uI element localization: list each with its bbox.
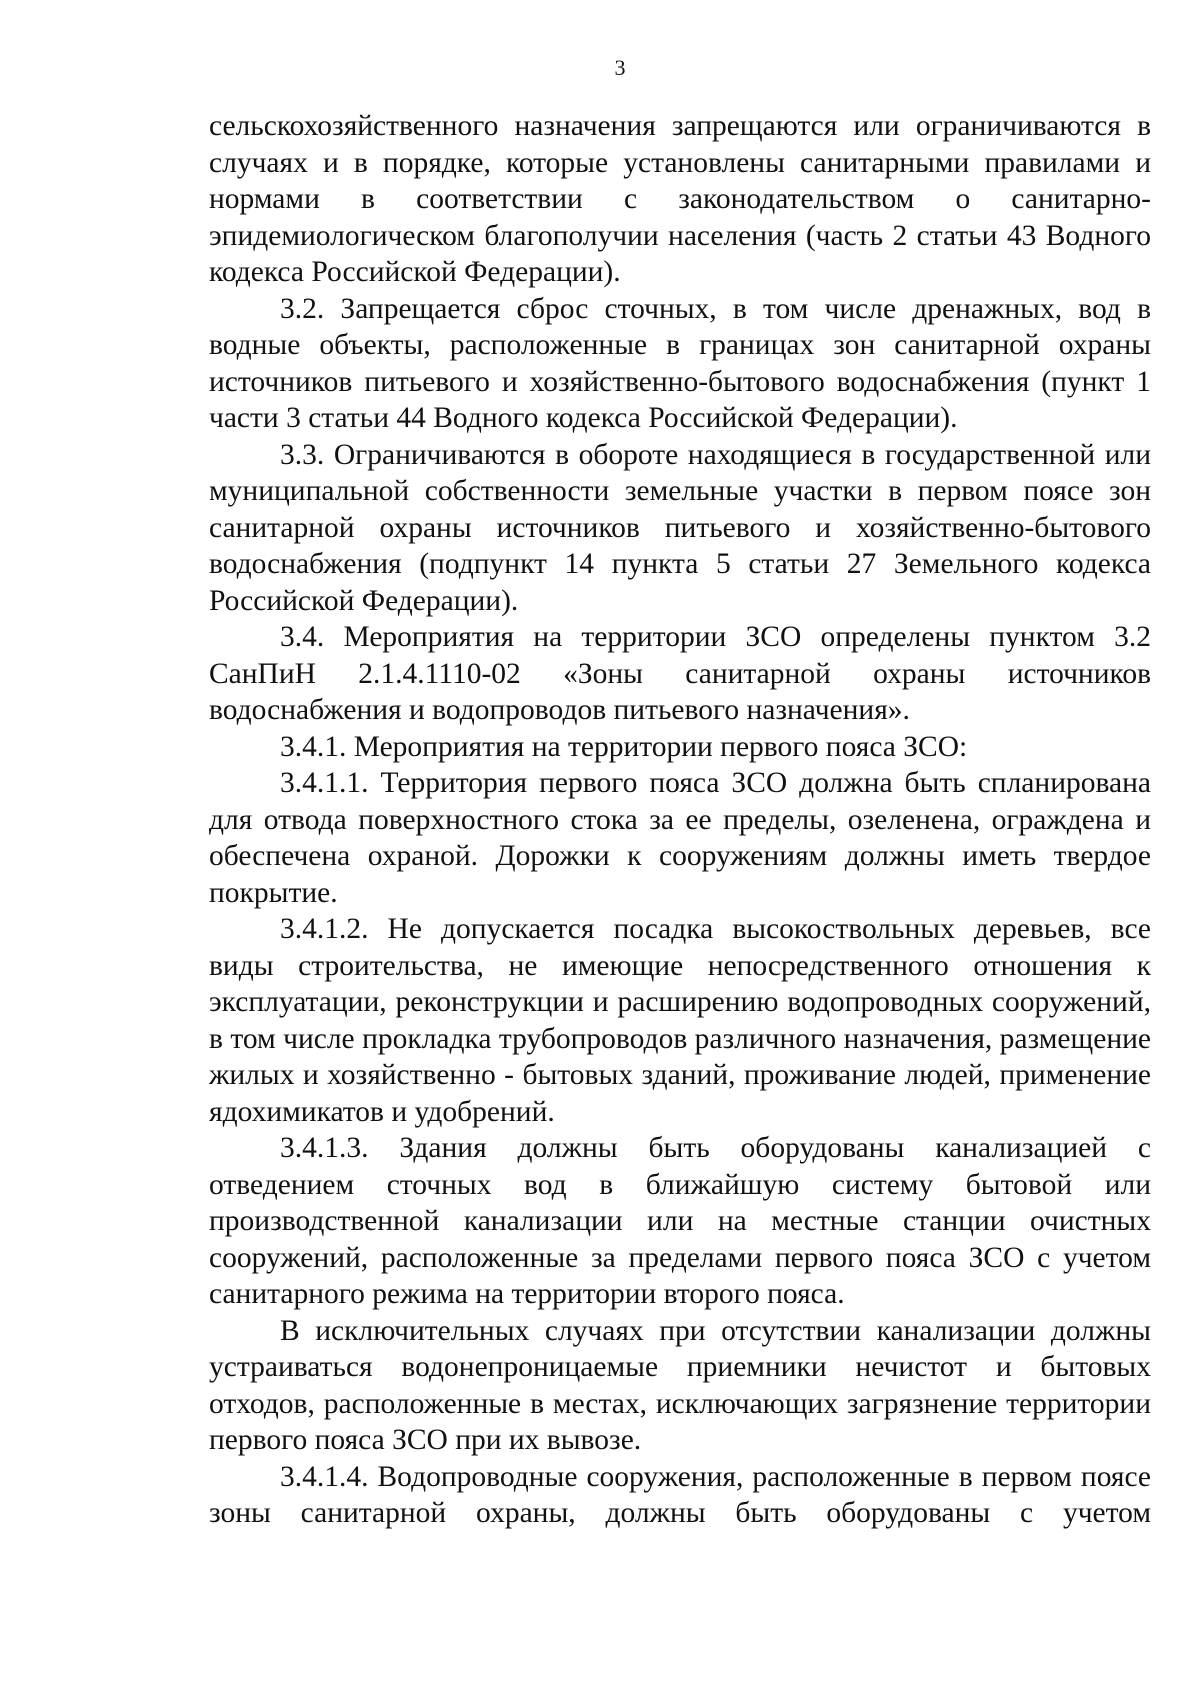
paragraph-3-4-1: 3.4.1. Мероприятия на территории первого пояса ЗСО: <box>280 730 968 763</box>
paragraph-exceptional-cases: В исключительных случаях при отсутствии канализации должны устраиваться водонепроницаемые приемники нечистот и бытовых отходов, расположенные в местах, исключающих загрязнение территории первого пояса ЗСО при их вывозе. <box>209 1314 1151 1456</box>
document-body <box>209 108 1151 1532</box>
paragraph-3-4-1-1: 3.4.1.1. Территория первого пояса ЗСО должна быть спланирована для отвода поверхностного стока за ее пределы, озеленена, ограждена и обеспечена охраной. Дорожки к сооружениям должны иметь твердое покрытие. <box>209 767 1151 909</box>
paragraph-3-4-1-2: 3.4.1.2. Не допускается посадка высокоствольных деревьев, все виды строительства, не имеющие непосредственного отношения к эксплуатации, реконструкции и расширению водопроводных сооружений, в том числе прокладка трубопроводов различного назначения, размещение жилых и хозяйственно - бытовых зданий, проживание людей, применение ядохимикатов и удобрений. <box>209 913 1151 1128</box>
paragraph-3-4-1-3: 3.4.1.3. Здания должны быть оборудованы канализацией с отведением сточных вод в ближайшую систему бытовой или производственной канализации или на местные станции очистных сооружений, расположенные за пределами первого пояса ЗСО с учетом санитарного режима на территории второго пояса. <box>209 1132 1151 1310</box>
paragraph-3-4-1-4: 3.4.1.4. Водопроводные сооружения, расположенные в первом поясе зоны санитарной охраны, должны быть оборудованы с учетом <box>209 1460 1151 1529</box>
paragraph-continuation: сельскохозяйственного назначения запрещаются или ограничиваются в случаях и в порядке, которые установлены санитарными правилами и нормами в соответствии с законодательством о санитарно-эпидемиологическом благополучии населения (часть 2 статьи 43 Водного кодекса Российской Федерации). <box>209 110 1151 288</box>
paragraph-3-2: 3.2. Запрещается сброс сточных, в том числе дренажных, вод в водные объекты, расположенные в границах зон санитарной охраны источников питьевого и хозяйственно-бытового водоснабжения (пункт 1 части 3 статьи 44 Водного кодекса Российской Федерации). <box>209 292 1151 434</box>
paragraph-3-4: 3.4. Мероприятия на территории ЗСО определены пунктом 3.2 СанПиН 2.1.4.1110-02 «Зоны санитарной охраны источников водоснабжения и водопроводов питьевого назначения». <box>209 621 1151 726</box>
page-number: 3 <box>614 55 626 80</box>
paragraph-3-3: 3.3. Ограничиваются в обороте находящиеся в государственной или муниципальной собственности земельные участки в первом поясе зон санитарной охраны источников питьевого и хозяйственно-бытового водоснабжения (подпункт 14 пункта 5 статьи 27 Земельного кодекса Российской Федерации). <box>209 438 1151 617</box>
